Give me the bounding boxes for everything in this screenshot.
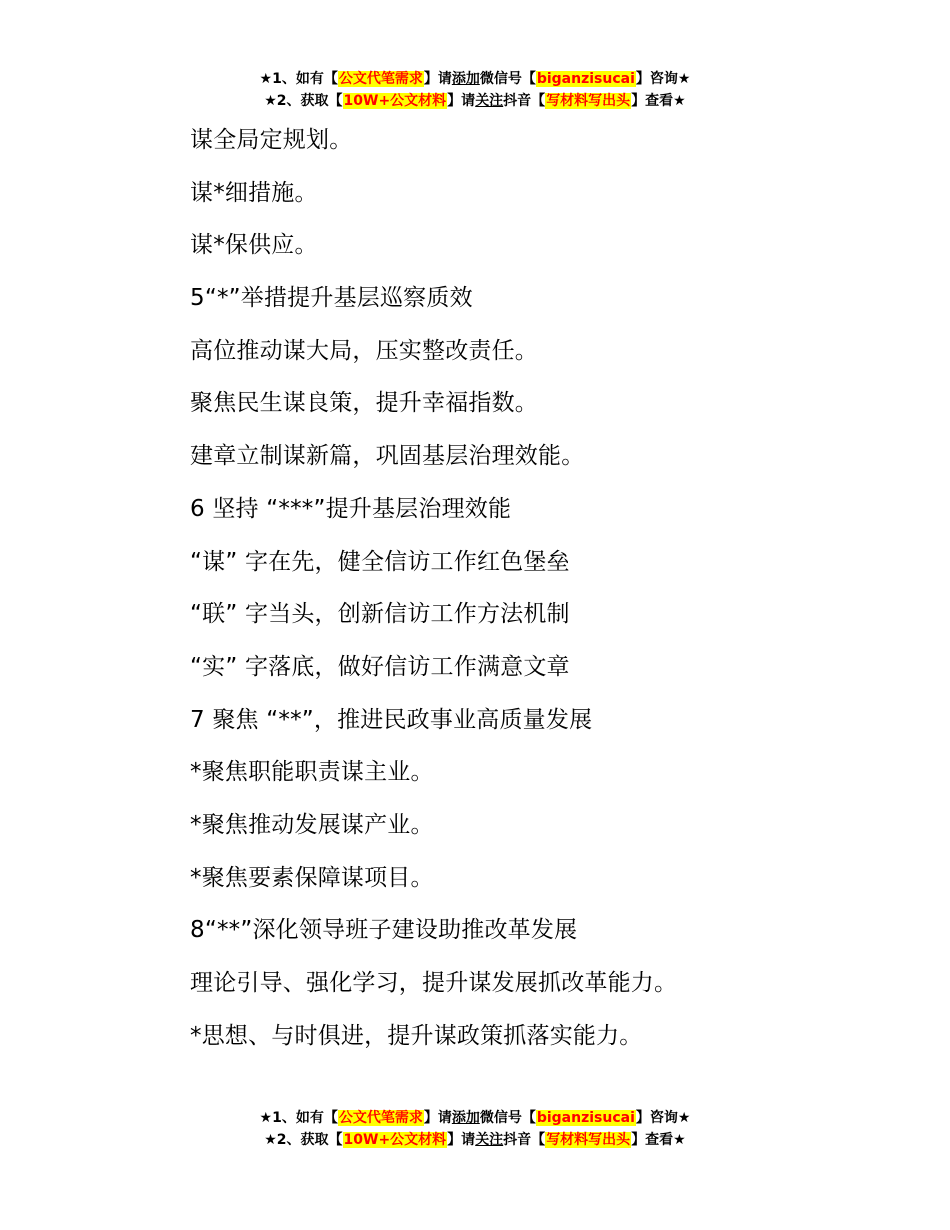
paragraph: 谋*保供应。 — [190, 232, 318, 259]
banner-highlight: 10W+公文材料 — [343, 1132, 447, 1148]
paragraph: *思想、与时俱进，提升谋政策抓落实能力。 — [190, 1022, 643, 1049]
banner-underlined-text: 添加 — [451, 1110, 480, 1126]
banner-highlight: 公文代笔需求 — [338, 1110, 423, 1126]
banner-highlight: 写材料写出头 — [546, 93, 631, 109]
banner-text: 】查看★ — [631, 1132, 686, 1148]
banner-text: 】请 — [447, 93, 476, 109]
paragraph: 理论引导、强化学习，提升谋发展抓改革能力。 — [190, 970, 678, 996]
banner-text: 】咨询★ — [635, 71, 691, 87]
paragraph: 建章立制谋新篇，巩固基层治理效能。 — [190, 443, 585, 470]
banner-highlight: 10W+公文材料 — [343, 93, 447, 109]
banner-text: ★2、获取【 — [264, 93, 343, 109]
section-heading: 6 坚持 “***”提升基层治理效能 — [190, 495, 512, 522]
footer-banner-line-2 — [0, 1129, 950, 1151]
banner-underlined-text: 关注 — [475, 93, 504, 109]
banner-highlight: biganzisucai — [536, 1110, 635, 1126]
banner-highlight: biganzisucai — [536, 71, 635, 87]
document-body — [190, 114, 870, 1062]
paragraph: *聚焦要素保障谋项目。 — [190, 864, 434, 891]
banner-text: ★1、如有【 — [259, 71, 338, 87]
banner-text: 】请 — [447, 1132, 476, 1148]
banner-text: 微信号【 — [479, 1110, 536, 1126]
banner-highlight: 公文代笔需求 — [338, 71, 423, 87]
banner-text: 抖音【 — [503, 1132, 546, 1148]
paragraph: 高位推动谋大局，压实整改责任。 — [190, 337, 538, 364]
paragraph: *聚焦职能职责谋主业。 — [190, 759, 434, 786]
section-heading: 5“*”举措提升基层巡察质效 — [190, 285, 473, 312]
banner-highlight: 写材料写出头 — [546, 1132, 631, 1148]
paragraph: 谋全局定规划。 — [190, 127, 353, 153]
banner-underlined-text: 关注 — [475, 1132, 504, 1148]
section-heading: 8“**”深化领导班子建设助推改革发展 — [190, 917, 578, 944]
banner-text: ★1、如有【 — [259, 1110, 338, 1126]
paragraph: *聚焦推动发展谋产业。 — [190, 811, 434, 838]
paragraph: “实” 字落底，做好信访工作满意文章 — [190, 653, 570, 680]
banner-underlined-text: 添加 — [451, 71, 480, 87]
paragraph: “谋” 字在先，健全信访工作红色堡垒 — [190, 548, 570, 575]
banner-text: 】请 — [423, 71, 452, 87]
banner-text: ★2、获取【 — [264, 1132, 343, 1148]
paragraph: 谋*细措施。 — [190, 179, 318, 206]
banner-text: 微信号【 — [479, 71, 536, 87]
paragraph: 聚焦民生谋良策，提升幸福指数。 — [190, 390, 538, 417]
section-heading: 7 聚焦 “**”，推进民政事业高质量发展 — [190, 706, 593, 733]
footer-banner — [0, 1107, 950, 1151]
banner-text: 】咨询★ — [635, 1110, 691, 1126]
footer-banner-line-1 — [0, 1107, 950, 1129]
banner-text: 】查看★ — [631, 93, 686, 109]
banner-text: 】请 — [423, 1110, 452, 1126]
paragraph: “联” 字当头，创新信访工作方法机制 — [190, 601, 570, 628]
banner-text: 抖音【 — [503, 93, 546, 109]
header-banner-line-1 — [0, 68, 950, 90]
header-banner-line-2 — [0, 90, 950, 112]
header-banner — [0, 68, 950, 112]
